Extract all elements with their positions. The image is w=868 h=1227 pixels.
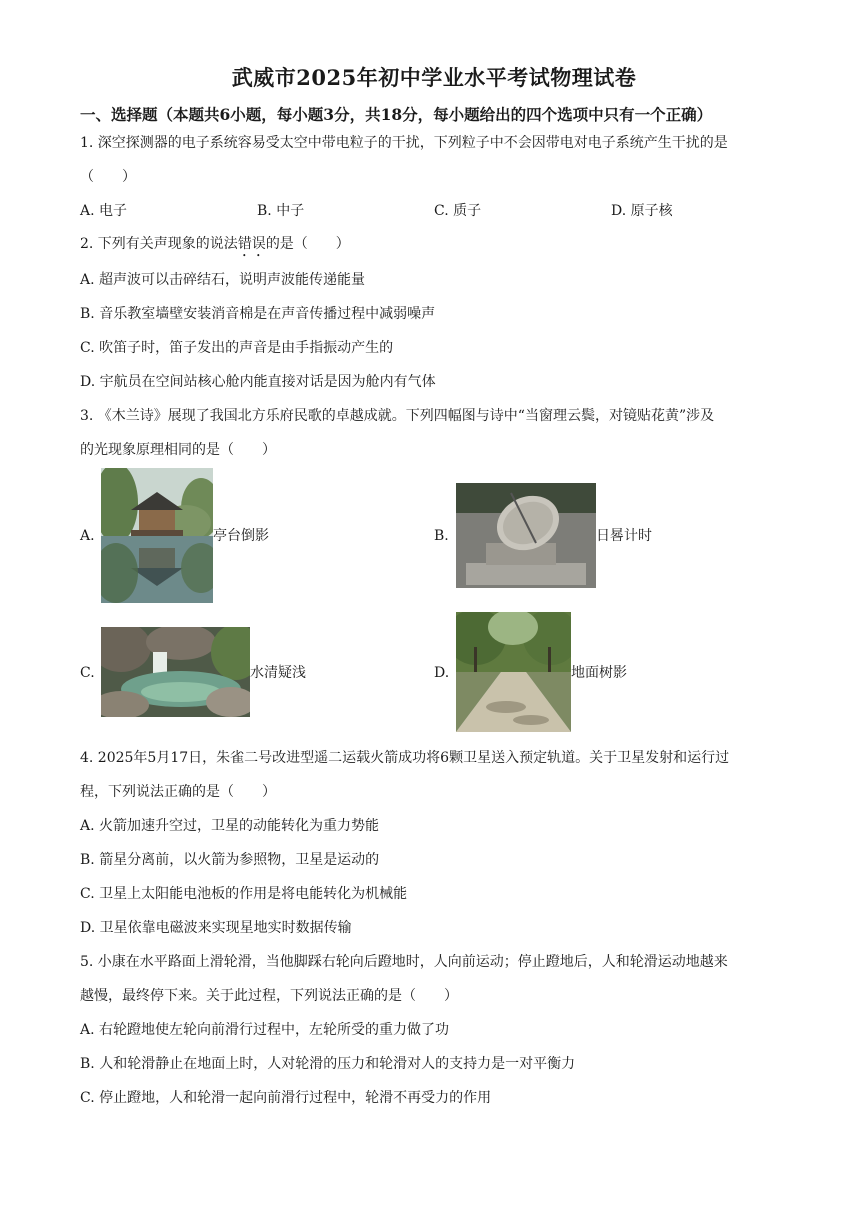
q1-option-d: D. 原子核 [611, 203, 673, 219]
q5-option-b: B. 人和轮滑静止在地面上时，人对轮滑的压力和轮滑对人的支持力是一对平衡力 [80, 1056, 576, 1072]
q3-option-d-label: 地面树影 [571, 665, 627, 681]
q5-stem-line1: 5. 小康在水平路面上滑轮滑，当他脚踩右轮向后蹬地时，人向前运动；停止蹬地后，人和轮滑运动地越来 [80, 954, 728, 970]
q3-stem-line1: 3. 《木兰诗》展现了我国北方乐府民歌的卓越成就。下列四幅图与诗中“当窗理云鬓，对镜贴花黄”涉及 [80, 408, 715, 424]
q4-stem-line2: 程，下列说法正确的是（ ） [80, 784, 276, 800]
q5-option-c: C. 停止蹬地，人和轮滑一起向前滑行过程中，轮滑不再受力的作用 [80, 1090, 492, 1106]
q3-option-a-label: 亭台倒影 [213, 528, 269, 544]
q4-option-b: B. 箭星分离前，以火箭为参照物，卫星是运动的 [80, 852, 380, 868]
q2-option-c: C. 吹笛子时，笛子发出的声音是由手指振动产生的 [80, 340, 394, 356]
q4-option-c: C. 卫星上太阳能电池板的作用是将电能转化为机械能 [80, 886, 408, 902]
q4-option-d: D. 卫星依靠电磁波来实现星地实时数据传输 [80, 920, 352, 936]
q3-option-a-letter: A. [80, 528, 95, 544]
q5-option-a: A. 右轮蹬地使左轮向前滑行过程中，左轮所受的重力做了功 [80, 1022, 450, 1038]
q2-stem [80, 234, 800, 260]
q2-option-d: D. 宇航员在空间站核心舱内能直接对话是因为舱内有气体 [80, 374, 436, 390]
exam-title: 武威市2025年初中学业水平考试物理试卷 [231, 65, 637, 90]
q3-option-d-letter: D. [434, 665, 450, 681]
q1-option-c: C. 质子 [434, 203, 482, 219]
pavilion-reflection-photo [101, 468, 213, 603]
clear-stream-photo [101, 627, 250, 717]
q2-option-a: A. 超声波可以击碎结石，说明声波能传递能量 [80, 272, 366, 288]
sundial-photo [456, 483, 596, 588]
q3-option-c-letter: C. [80, 665, 95, 681]
q2-option-b: B. 音乐教室墙壁安装消音棉是在声音传播过程中减弱噪声 [80, 306, 436, 322]
q1-option-a: A. 电子 [80, 203, 128, 219]
q5-stem-line2: 越慢，最终停下来。关于此过程，下列说法正确的是（ ） [80, 988, 458, 1004]
q1-stem-line1: 1. 深空探测器的电子系统容易受太空中带电粒子的干扰，下列粒子中不会因带电对电子系统产生干扰的是 [80, 135, 728, 151]
q3-option-c-label: 水清疑浅 [250, 665, 306, 681]
q2-stem-emphasis: 错误 [237, 236, 266, 252]
q3-option-b-label: 日晷计时 [596, 528, 652, 544]
q3-stem-line2: 的光现象原理相同的是（ ） [80, 442, 276, 458]
q4-stem-line1: 4. 2025年5月17日，朱雀二号改进型遥二运载火箭成功将6颗卫星送入预定轨道。关于卫星发射和运行过 [80, 750, 730, 766]
q4-option-a: A. 火箭加速升空过，卫星的动能转化为重力势能 [80, 818, 380, 834]
q3-option-b-letter: B. [434, 528, 449, 544]
section-heading: 一、选择题（本题共6小题，每小题3分，共18分，每小题给出的四个选项中只有一个正确） [80, 105, 713, 124]
tree-shadow-photo [456, 612, 571, 732]
q2-stem-after: 的是（ ） [265, 236, 350, 252]
q2-stem-before: 2. 下列有关声现象的说法 [80, 236, 238, 252]
q1-stem-line2: （ ） [80, 169, 136, 185]
q1-option-b: B. 中子 [257, 203, 305, 219]
